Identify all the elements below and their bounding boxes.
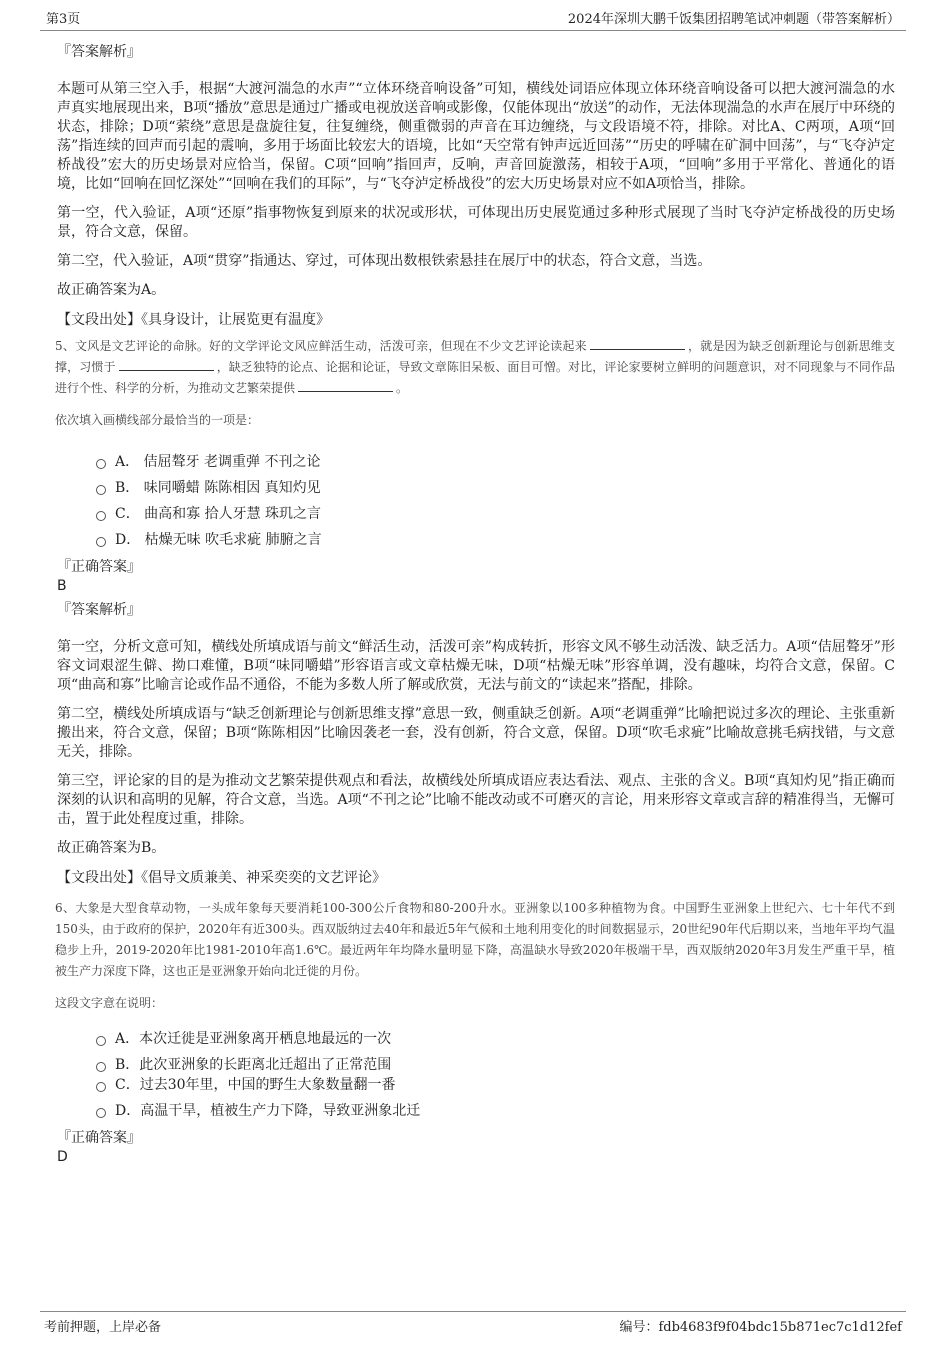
q5-option-b[interactable]: B． 味同嚼蜡 陈陈相因 真知灼见 [57,475,895,501]
page-header [40,8,906,31]
footer-slogan: 考前押题，上岸必备 [44,1320,162,1335]
answer-blank [298,379,393,392]
q5-options [57,449,895,553]
q5-analysis-p3: 第三空，评论家的目的是为推动文艺繁荣提供观点和看法，故横线处所填成语应表达看法、观点、主张的含义。B项“真知灼见”指正确而深刻的认识和高明的见解，符合文意，当选。A项“不刊之论”比喻不能改动或不可磨灭的言论，用来形容文章或言辞的精准得当，无懈可击，置于此处程度过重，排除。 [57,773,895,827]
radio-icon[interactable] [96,485,106,495]
q6-correct-label: 『正确答案』 [57,1130,141,1146]
radio-icon[interactable] [96,537,106,547]
q5-option-a[interactable]: A． 佶屈聱牙 老调重弹 不刊之论 [57,449,895,475]
q5-analysis-p4: 故正确答案为B。 [57,840,166,856]
page-footer [40,1311,906,1340]
q5-prompt: 依次填入画横线部分最恰当的一项是： [55,413,260,427]
q5-stem [55,336,895,399]
q4-source: 【文段出处】《具身设计，让展览更有温度》 [57,312,330,328]
q5-stem-part: ，缺乏独特的论点、论据和论证，导致文章陈旧呆板、面目可憎。对比，评论家要树立鲜明的问题意识，对不同现象与不同作品进行个性、科学的分析，为推动文艺繁荣提供 [55,360,895,395]
q5-analysis-p1: 第一空，分析文意可知，横线处所填成语与前文“鲜活生动，活泼可亲”构成转折，形容文风不够生动活泼、缺乏活力。A项“佶屈聱牙”形容文词艰涩生僻、拗口难懂，B项“味同嚼蜡”形容语言或文章枯燥无味，D项“枯燥无味”形容单调，没有趣味，均符合文意，保留。C项“曲高和寡”比喻言论或作品不通俗，不能为多数人所了解或欣赏，无法与前文的“读起来”搭配，排除。 [57,639,895,693]
q4-analysis-p2: 第一空，代入验证，A项“还原”指事物恢复到原来的状况或形状，可体现出历史展览通过多种形式展现了当时飞夺泸定桥战役的历史场景，符合文意，保留。 [57,205,895,240]
radio-icon[interactable] [96,511,106,521]
q6-option-a[interactable]: A．本次迁徙是亚洲象离开栖息地最远的一次 [57,1026,895,1052]
q4-analysis-p1: 本题可从第三空入手，根据“大渡河湍急的水声”“立体环绕音响设备”可知，横线处词语应体现立体环绕音响设备可以把大渡河湍急的水声真实地展现出来，B项“播放”意思是通过广播或电视放送音响或影像，仅能体现出“放送”的动作，无法体现湍急的水声在展厅中环绕的状态，排除；D项“萦绕”意思是盘旋往复，往复缠绕，侧重微弱的声音在耳边缠绕，与文段语境不符，排除。对比A、C两项，A项“回荡”指连续的回声而引起的震响，多用于场面比较宏大的语境，比如“天空常有钟声远近回荡”“历史的呼啸在矿洞中回荡”，与“飞夺泸定桥战役”宏大的历史场景对应恰当，保留。C项“回响”指回声，反响，声音回旋激荡，相较于A项，“回响”多用于平常化、普通化的语境，比如“回响在回忆深处”“回响在我们的耳际”，与“飞夺泸定桥战役”的宏大历史场景对应不如A项恰当，排除。 [57,81,895,192]
radio-icon[interactable] [96,1108,106,1118]
q5-analysis-label: 『答案解析』 [57,602,141,618]
page-number: 第3页 [46,12,81,27]
q6-option-b[interactable]: B．此次亚洲象的长距离北迁超出了正常范围 [57,1052,895,1072]
q6-prompt: 这段文字意在说明： [55,996,164,1010]
radio-icon[interactable] [96,459,106,469]
q5-source: 【文段出处】《倡导文质兼美、神采奕奕的文艺评论》 [57,870,386,886]
q5-option-c[interactable]: C． 曲高和寡 拾人牙慧 珠玑之言 [57,501,895,527]
q6-correct-answer: D [57,1149,68,1165]
q6-option-c[interactable]: C．过去30年里，中国的野生大象数量翻一番 [57,1072,895,1098]
document-id: 编号：fdb4683f9f04bdc15b871ec7c1d12fef [619,1320,902,1335]
q5-correct-answer: B [57,578,67,594]
radio-icon[interactable] [96,1082,106,1092]
q6-stem: 6、大象是大型食草动物，一头成年象每天要消耗100-300公斤食物和80-200升水。亚洲象以100多种植物为食。中国野生亚洲象上世纪六、七十年代不到150头，由于政府的保护，2020年有近300头。西双版纳过去40年和最近5年气候和土地利用变化的时间数据显示，20世纪90年代后期以来，当地年平均气温稳步上升，2019-2020年比1981-2010年高1.6℃。最近两年年均降水量明显下降，高温缺水导致2020年极端干旱，西双版纳2020年3月发生严重干旱，植被生产力深度下降，这也正是亚洲象开始向北迁徙的月份。 [55,901,895,978]
q5-stem-part: ，就是因为缺乏创新理论与创新思维支撑，习惯于 [55,339,895,374]
answer-blank [590,337,685,350]
q5-analysis-p2: 第二空，横线处所填成语与“缺乏创新理论与创新思维支撑”意思一致，侧重缺乏创新。A项“老调重弹”比喻把说过多次的理论、主张重新搬出来，符合文意，保留；B项“陈陈相因”比喻因袭老一套，没有创新，符合文意，保留。D项“吹毛求疵”比喻故意挑毛病找错，与文意无关，排除。 [57,706,895,760]
q5-stem-part: 。 [396,381,409,395]
answer-blank [119,358,214,371]
q4-analysis-p3: 第二空，代入验证，A项“贯穿”指通达、穿过，可体现出数根铁索悬挂在展厅中的状态，符合文意，当选。 [57,253,712,269]
q4-analysis-label: 『答案解析』 [57,44,141,60]
radio-icon[interactable] [96,1036,106,1046]
main-content [57,42,895,1167]
q6-options [57,1026,895,1124]
radio-icon[interactable] [96,1062,106,1072]
q4-analysis-p4: 故正确答案为A。 [57,282,166,298]
q5-option-d[interactable]: D． 枯燥无味 吹毛求疵 肺腑之言 [57,527,895,553]
q6-option-d[interactable]: D．高温干旱，植被生产力下降，导致亚洲象北迁 [57,1098,895,1124]
q5-stem-part: 5、文风是文艺评论的命脉。好的文学评论文风应鲜活生动，活泼可亲，但现在不少文艺评论读起来 [55,339,587,353]
q5-correct-label: 『正确答案』 [57,559,141,575]
document-title: 2024年深圳大鹏千饭集团招聘笔试冲刺题（带答案解析） [567,12,900,27]
